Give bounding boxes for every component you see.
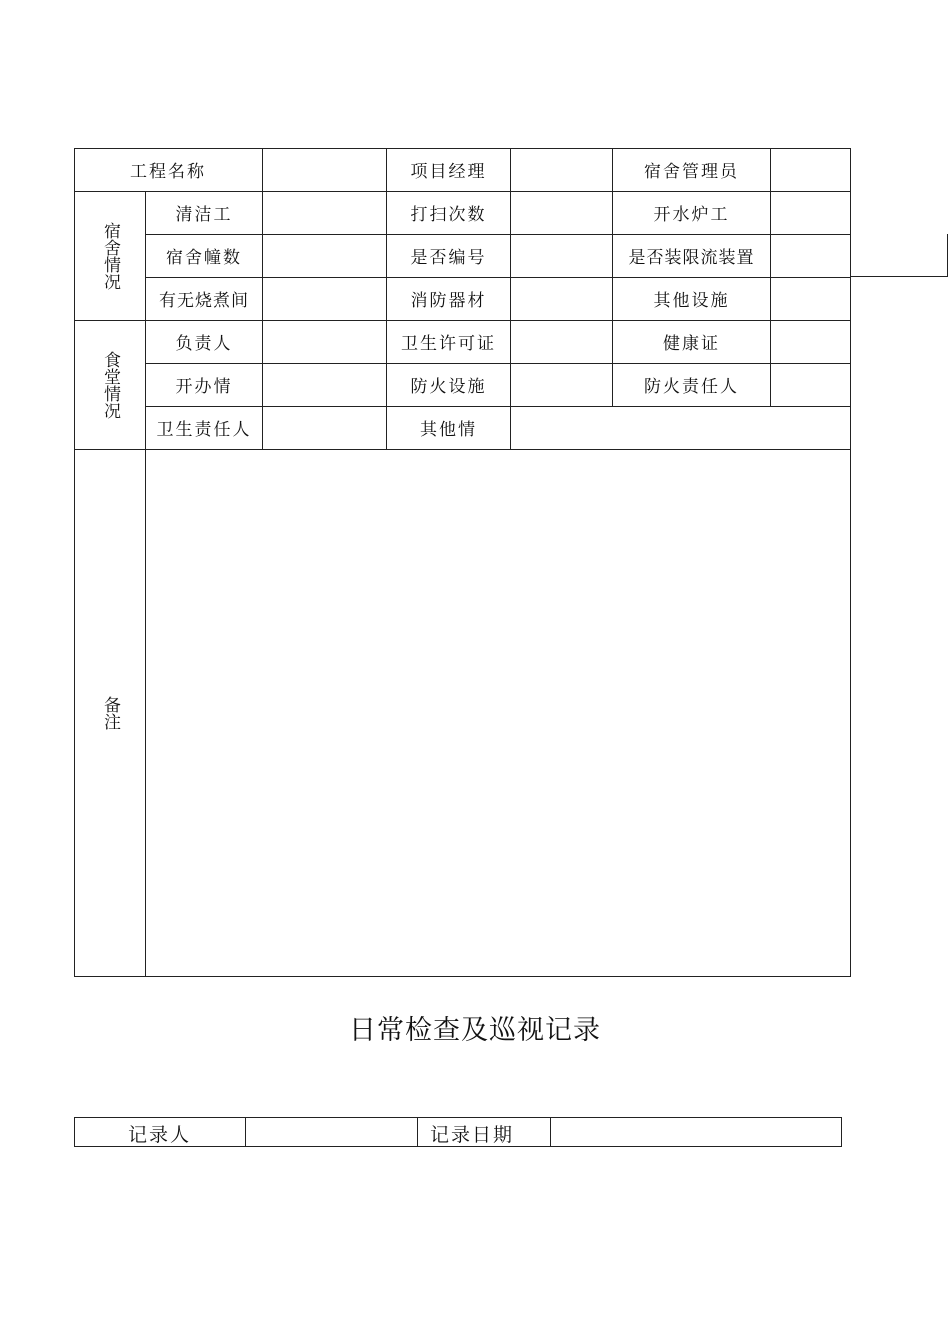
health-cert-label: 健康证	[663, 334, 720, 354]
grid-line	[74, 976, 851, 977]
cooking-room-label: 有无烧煮间	[159, 291, 249, 311]
opening-status-field[interactable]	[263, 363, 386, 406]
numbered-label: 是否编号	[410, 248, 487, 268]
cleaner-label: 清洁工	[175, 205, 233, 225]
dorm-section-label: 宿舍情况	[100, 221, 120, 290]
boiler-worker-label: 开水炉工	[653, 205, 730, 225]
record-table	[74, 1117, 842, 1147]
person-in-charge-label: 负责人	[175, 334, 233, 354]
fire-facilities-field[interactable]	[511, 363, 612, 406]
fire-responsible-label: 防火责任人	[644, 377, 739, 397]
building-count-field[interactable]	[263, 234, 386, 277]
project-name-label: 工程名称	[130, 162, 206, 182]
fire-equipment-label: 消防器材	[410, 291, 487, 311]
numbered-field[interactable]	[511, 234, 612, 277]
hygiene-responsible-field[interactable]	[263, 406, 386, 449]
sweep-times-field[interactable]	[511, 191, 612, 234]
person-in-charge-field[interactable]	[263, 320, 386, 363]
current-limiter-label: 是否装限流装置	[628, 248, 755, 268]
project-name-field[interactable]	[263, 148, 386, 191]
health-cert-field[interactable]	[771, 320, 850, 363]
hygiene-responsible-label: 卫生责任人	[156, 420, 252, 440]
hygiene-license-label: 卫生许可证	[401, 334, 496, 354]
cleaner-field[interactable]	[263, 191, 386, 234]
building-count-label: 宿舍幢数	[166, 248, 242, 268]
manager-field[interactable]	[511, 148, 612, 191]
current-limiter-field[interactable]	[771, 234, 850, 277]
manager-label: 项目经理	[410, 162, 487, 182]
other-facilities-label: 其他设施	[653, 291, 730, 311]
other-status-field[interactable]	[511, 406, 850, 449]
remarks-field[interactable]	[146, 450, 850, 976]
recorder-label: 记录人	[127, 1123, 191, 1146]
stray-rule	[947, 234, 948, 277]
section-title: 日常检查及巡视记录	[349, 1015, 601, 1046]
dorm-admin-field[interactable]	[771, 148, 850, 191]
other-status-label: 其他情	[420, 420, 477, 440]
stray-rule	[851, 276, 948, 277]
record-date-label: 记录日期	[429, 1123, 514, 1146]
record-date-field[interactable]	[551, 1118, 841, 1148]
fire-facilities-label: 防火设施	[410, 377, 487, 397]
sweep-times-label: 打扫次数	[410, 205, 487, 225]
opening-status-label: 开办情	[175, 377, 233, 397]
cooking-room-field[interactable]	[263, 277, 386, 320]
grid-line	[841, 1117, 842, 1147]
hygiene-license-field[interactable]	[511, 320, 612, 363]
canteen-section-label: 食堂情况	[100, 350, 120, 419]
fire-responsible-field[interactable]	[771, 363, 850, 406]
facility-form-table	[74, 148, 851, 977]
grid-line	[850, 148, 851, 977]
recorder-field[interactable]	[246, 1118, 417, 1148]
fire-equipment-field[interactable]	[511, 277, 612, 320]
remarks-label: 备注	[100, 695, 120, 730]
boiler-worker-field[interactable]	[771, 191, 850, 234]
dorm-admin-label: 宿舍管理员	[644, 162, 739, 182]
other-facilities-field[interactable]	[771, 277, 850, 320]
